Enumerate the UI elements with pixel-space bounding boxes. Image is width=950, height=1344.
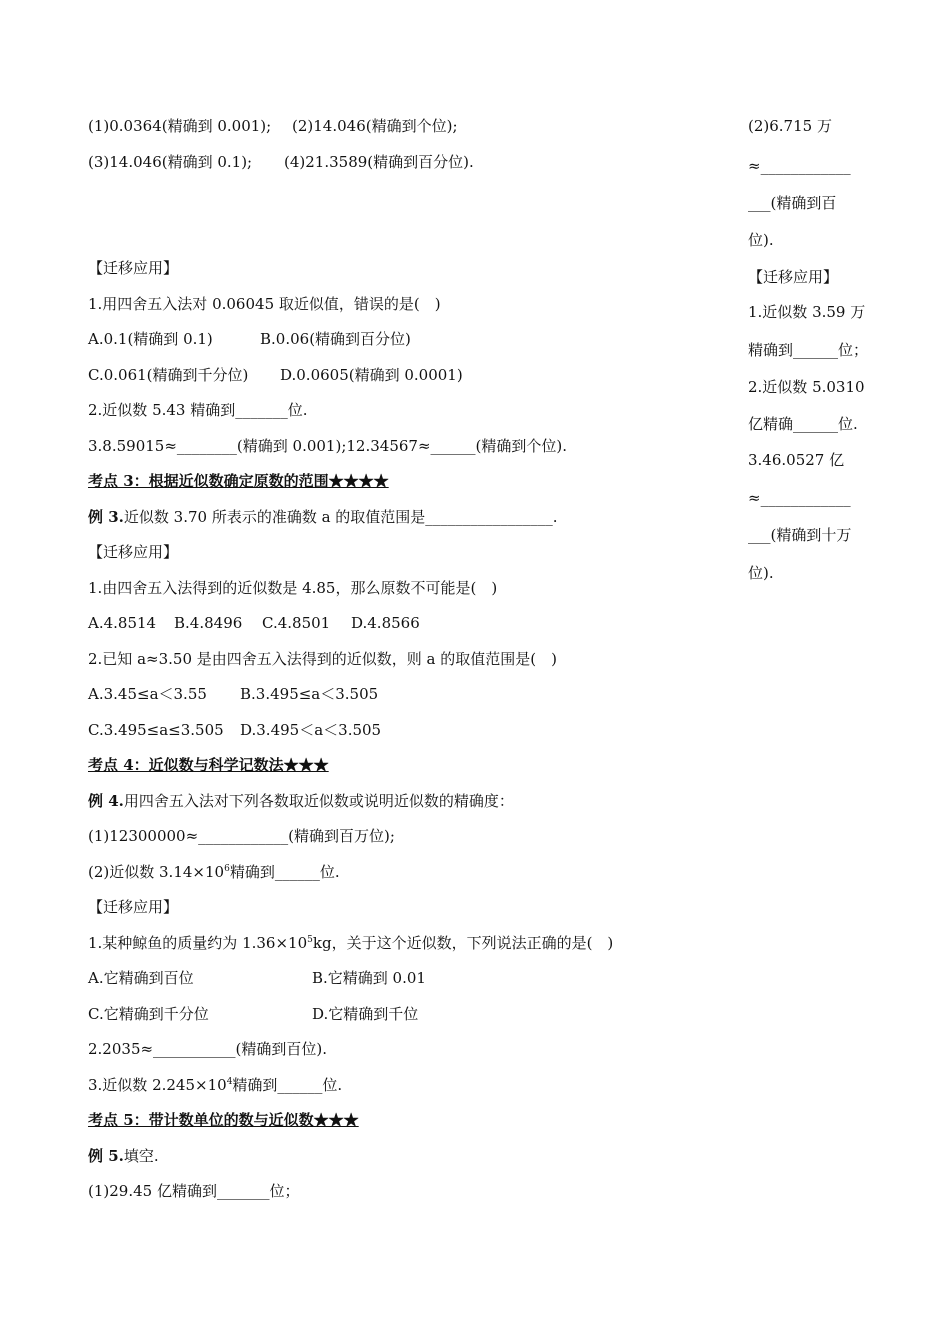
exercise-1-item-1: (1)0.0364(精确到 0.001); — [88, 117, 272, 135]
practice-1-option-d: D.4.8566 — [351, 614, 420, 632]
side-question-1: 1.近似数 3.59 万 — [748, 303, 866, 321]
example-3 — [88, 507, 558, 527]
example-3-text: 近似数 3.70 所表示的准确数 a 的取值范围是_________________. — [123, 508, 558, 526]
section-heading-application-2: 【迁移应用】 — [88, 543, 179, 561]
question-1-option-b: B.0.06(精确到百分位) — [260, 330, 411, 348]
side-question-3-line-3: ___(精确到十万 — [748, 526, 852, 544]
example-5 — [88, 1146, 159, 1166]
review-1-exponent: 5 — [307, 935, 313, 945]
practice-1-option-c: C.4.8501 — [262, 614, 331, 632]
side-question-3-line-2: ≈____________ — [748, 489, 851, 507]
review-2: 2.2035≈___________(精确到百位). — [88, 1040, 328, 1058]
example-4-text: 用四舍五入法对下列各数取近似数或说明近似数的精确度： — [123, 792, 514, 810]
practice-2-option-b: B.3.495≤a＜3.505 — [240, 685, 379, 703]
topic-heading-3: 考点 3：根据近似数确定原数的范围★★★★ — [88, 472, 389, 490]
example-4-part-2-base: (2)近似数 3.14×10 — [88, 863, 225, 881]
exercise-1-item-4: (4)21.3589(精确到百分位). — [284, 153, 474, 171]
side-question-1-cont: 精确到______位； — [748, 341, 869, 359]
practice-2-option-c: C.3.495≤a≤3.505 — [88, 721, 224, 739]
section-heading-application: 【迁移应用】 — [88, 259, 179, 277]
example-4-part-1: (1)12300000≈____________(精确到百万位); — [88, 827, 395, 845]
review-3-exponent: 4 — [226, 1077, 233, 1087]
question-1-option-a: A.0.1(精确到 0.1) — [88, 330, 213, 348]
side-question-3: 3.46.0527 亿 — [748, 451, 845, 469]
example-5-part-1: (1)29.45 亿精确到_______位； — [88, 1182, 300, 1200]
practice-1-option-b: B.4.8496 — [174, 614, 243, 632]
topic-heading-5: 考点 5：带计数单位的数与近似数★★★ — [88, 1111, 359, 1129]
side-line-4: 位). — [748, 231, 774, 249]
practice-1-option-a: A.4.8514 — [88, 614, 157, 632]
side-line-3: ___(精确到百 — [748, 194, 837, 212]
section-heading-application-3: 【迁移应用】 — [88, 898, 179, 916]
side-question-3-line-4: 位). — [748, 564, 774, 582]
review-3-base: 3.近似数 2.245×10 — [88, 1076, 227, 1094]
example-5-text: 填空. — [123, 1147, 159, 1165]
review-1-rest: kg，关于这个近似数，下列说法正确的是( ) — [312, 934, 614, 952]
question-1-option-d: D.0.0605(精确到 0.0001) — [280, 366, 463, 384]
practice-2-option-a: A.3.45≤a＜3.55 — [88, 685, 207, 703]
side-heading-application: 【迁移应用】 — [748, 268, 839, 286]
question-2: 2.近似数 5.43 精确到_______位. — [88, 401, 308, 419]
review-1-option-c: C.它精确到千分位 — [88, 1005, 209, 1023]
example-4 — [88, 791, 514, 811]
exercise-1-item-3: (3)14.046(精确到 0.1); — [88, 153, 253, 171]
side-question-2-cont: 亿精确______位. — [748, 415, 858, 433]
review-1-base: 1.某种鲸鱼的质量约为 1.36×10 — [88, 934, 308, 952]
side-line-2: ≈____________ — [748, 157, 851, 175]
review-3-rest: 精确到______位. — [232, 1076, 343, 1094]
example-4-part-2 — [88, 862, 340, 882]
review-1 — [88, 933, 613, 953]
review-1-option-d: D.它精确到千位 — [312, 1005, 419, 1023]
practice-2: 2.已知 a≈3.50 是由四舍五入法得到的近似数，则 a 的取值范围是( ) — [88, 650, 557, 668]
review-1-option-a: A.它精确到百位 — [88, 969, 194, 987]
example-4-part-2-rest: 精确到______位. — [229, 863, 340, 881]
side-question-2: 2.近似数 5.0310 — [748, 378, 865, 396]
question-3: 3.8.59015≈________(精确到 0.001);12.34567≈______(精确到个位). — [88, 437, 567, 455]
example-4-part-2-exponent: 6 — [224, 864, 230, 874]
question-1-option-c: C.0.061(精确到千分位) — [88, 366, 249, 384]
example-5-label: 例 5. — [88, 1147, 124, 1165]
question-1: 1.用四舍五入法对 0.06045 取近似值，错误的是( ) — [88, 295, 441, 313]
example-3-label: 例 3. — [88, 508, 124, 526]
topic-heading-4: 考点 4：近似数与科学记数法★★★ — [88, 756, 329, 774]
review-3 — [88, 1075, 342, 1095]
review-1-option-b: B.它精确到 0.01 — [312, 969, 426, 987]
example-4-label: 例 4. — [88, 792, 124, 810]
practice-1: 1.由四舍五入法得到的近似数是 4.85，那么原数不可能是( ) — [88, 579, 498, 597]
side-line-1: (2)6.715 万 — [748, 117, 832, 135]
exercise-1-item-2: (2)14.046(精确到个位); — [292, 117, 458, 135]
practice-2-option-d: D.3.495＜a＜3.505 — [240, 721, 382, 739]
